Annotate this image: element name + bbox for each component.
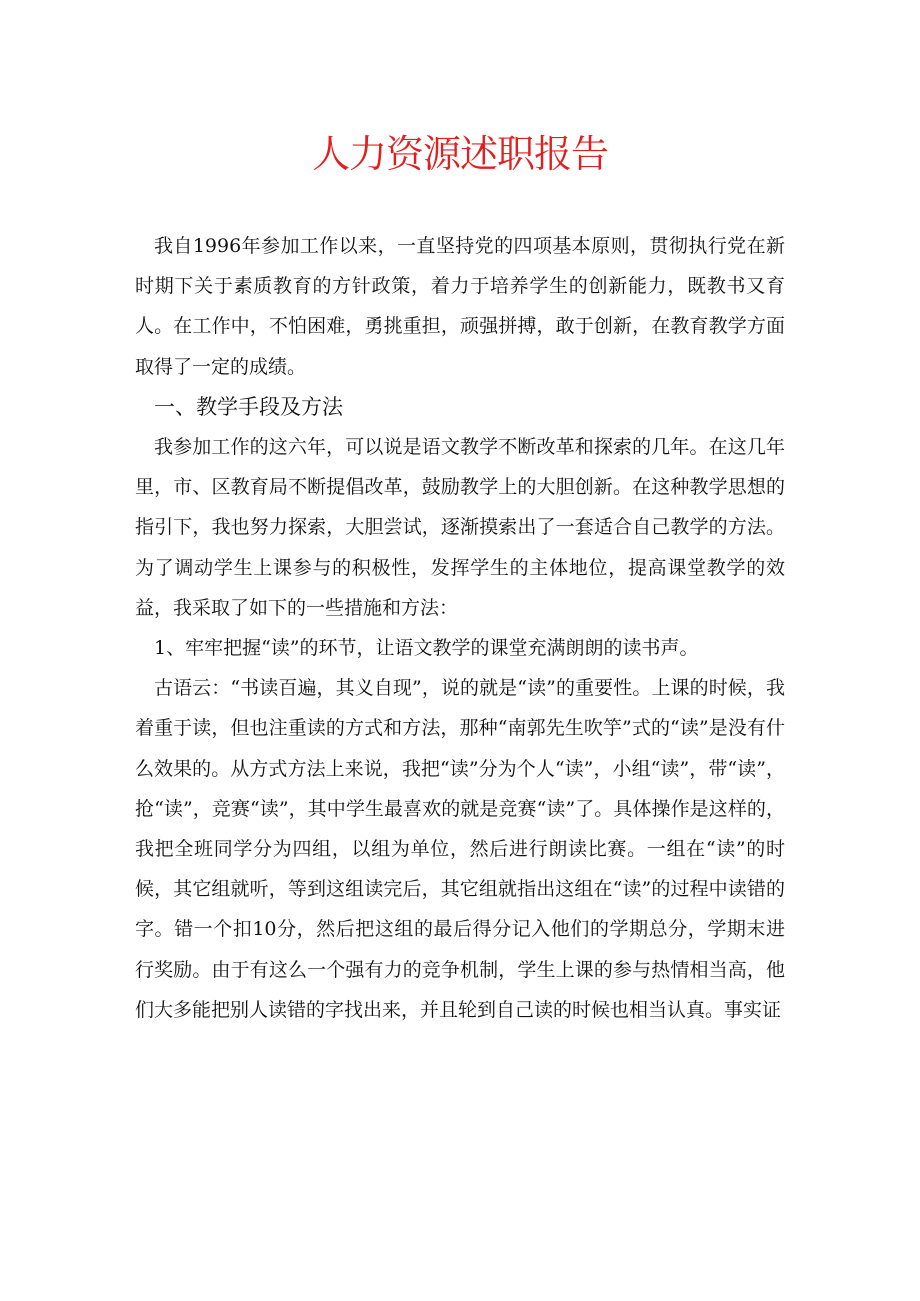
subsection-heading: 1、牢牢把握“读”的环节，让语文教学的课堂充满朗朗的读书声。 bbox=[154, 637, 699, 660]
document-title: 人力资源述职报告 bbox=[311, 132, 608, 176]
section-heading: 一、教学手段及方法 bbox=[154, 394, 343, 419]
section-paragraph: 我参加工作的这六年，可以说是语文教学不断改革和探索的几年。在这几年里，市、区教育局不断提倡改革，鼓励教学上的大胆创新。在这种教学思想的指引下，我也努力探索，大胆尝试，逐渐摸索出了一套适合自己教学的方法。为了调动学生上课参与的积极性，发挥学生的主体地位，提高课堂教学的效益，我采取了如下的一些措施和方法： bbox=[135, 436, 785, 619]
subsection-paragraph: 古语云：“书读百遍，其义自现”，说的就是“读”的重要性。上课的时候，我着重于读，但也注重读的方式和方法，那种“南郭先生吹竽”式的“读”是没有什么效果的。从方式方法上来说，我把“读”分为个人“读”，小组“读”，带“读”，抢“读”，竞赛“读”，其中学生最喜欢的就是竞赛“读”了。具体操作是这样的，我把全班同学分为四组，以组为单位，然后进行朗读比赛。一组在“读”的时候，其它组就听，等到这组读完后，其它组就指出这组在“读”的过程中读错的字。错一个扣10分，然后把这组的最后得分记入他们的学期总分，学期末进行奖励。由于有这么一个强有力的竞争机制，学生上课的参与热情相当高，他们大多能把别人读错的字找出来，并且轮到自己读的时候也相当认真。事实证 bbox=[135, 677, 785, 1021]
intro-paragraph: 我自1996年参加工作以来，一直坚持党的四项基本原则，贯彻执行党在新时期下关于素质教育的方针政策，着力于培养学生的创新能力，既教书又育人。在工作中，不怕困难，勇挑重担，顽强拼搏，敢于创新，在教育教学方面取得了一定的成绩。 bbox=[135, 235, 785, 378]
document-body bbox=[135, 226, 785, 1030]
